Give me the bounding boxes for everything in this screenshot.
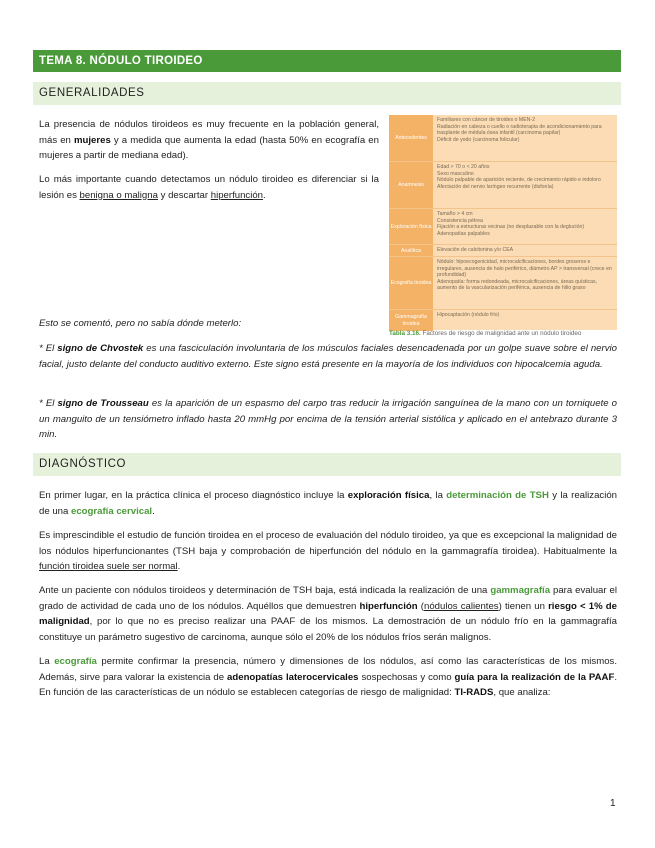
section-header-generalidades: GENERALIDADES [33, 82, 621, 105]
table-row-gammagrafia: Gammagrafía tiroidea Hipocaptación (nódulo frío) [389, 309, 617, 331]
table-row-analitica: Analítica Elevación de calcitonina y/o CEA [389, 244, 617, 257]
paragraph-diag-intro: En primer lugar, en la práctica clínica el proceso diagnóstico incluye la exploración física, la determinación de TSH y la realización de una ecografía cervical. [39, 490, 618, 517]
table-row-ecografia: Ecografía tiroidea Nódulo: hipoecogenicidad, microcalcificaciones, bordes groseros e irregulares, ausencia de halo periférico, diámetro AP > transversal (crece en profundidad) Adenopatía: forma redondeada, microcalcificaciones, áreas quísticas, aumento de la vascularización periférica, ausencia de hilio graso [389, 256, 617, 310]
paragraph-prevalence: La presencia de nódulos tiroideos es muy frecuente en la población general, más en mujeres y a medida que aumenta la edad (hasta 50% en ecografía en mujeres a partir de mediana edad). [39, 119, 379, 162]
table-caption: Tabla 3.16. Factores de riesgo de malignidad ante un nódulo tiroideo [389, 330, 582, 337]
paragraph-objective: Lo más importante cuando detectamos un nódulo tiroideo es diferenciar si la lesión es benigna o maligna y descartar hiperfunción. [39, 174, 379, 201]
table-row-antecedentes: Antecedentes Familiares con cáncer de tiroides o MEN-2 Radiación en cabeza o cuello o radioterapia de acondicionamiento para trasplante de médula ósea infantil (carcinoma papilar) Déficit de yodo (carcinoma folicular) [389, 115, 617, 161]
paragraph-chvostek: * El signo de Chvostek es una fasciculación involuntaria de los músculos faciales desencadenada por un golpe suave sobre el nervio facial, justo delante del conducto auditivo externo. Este signo está presente en la mayoría de los individuos con hipocalcemia aguda. [39, 343, 617, 370]
note-text: Esto se comentó, pero no sabía dónde meterlo: [39, 318, 242, 329]
table-row-anamnesis: Anamnesis Edad > 70 o < 20 años Sexo masculino Nódulo palpable de aparición reciente, de crecimiento rápido e indoloro Afectación del nervio laríngeo recurrente (disfonía) [389, 161, 617, 209]
page-number: 1 [610, 798, 616, 809]
page-title: TEMA 8. NÓDULO TIROIDEO [33, 50, 621, 72]
table-row-exploracion: Exploración física Tamaño > 4 cm Consistencia pétrea Fijación a estructuras vecinas (no desplazable con la deglución) Adenopatías palpables [389, 208, 617, 245]
paragraph-ecografia: La ecografía permite confirmar la presencia, número y dimensiones de los nódulos, así como las características de los mismos. Además, sirve para valorar la existencia de adenopatías laterocervicales sospechosas y como guía para la realización de la PAAF. En función de las características de un nódulo se establecen categorías de riesgo de malignidad: TI-RADS, que analiza: [39, 656, 618, 699]
paragraph-gammagrafia: Ante un paciente con nódulos tiroideos y determinación de TSH baja, está indicada la realización de una gammagrafía para evaluar el grado de actividad de cada uno de los nódulos. Aquéllos que demuestren hiperfunción (nódulos calientes) tienen un riesgo < 1% de malignidad, por lo que no es preciso realizar una PAAF de los mismos. La demostración de un nódulo frío en la gammagrafía constituye un parámetro sugestivo de carcinoma, aunque sólo el 20% de los nódulos fríos serán malignos. [39, 585, 617, 643]
paragraph-trousseau: * El signo de Trousseau es la aparición de un espasmo del carpo tras reducir la irrigación sanguínea de la mano con un torniquete o un manguito de un tensiómetro inflado hasta 20 mmHg por encima de la tensión arterial sistólica y aplicado en el antebrazo durante 3 min. [39, 398, 617, 441]
section-header-diagnostico: DIAGNÓSTICO [33, 453, 621, 476]
paragraph-thyroid-function: Es imprescindible el estudio de función tiroidea en el proceso de evaluación del nódulo tiroideo, ya que es excepcional la malignidad de los nódulos hiperfuncionantes (TSH baja y comprobación de hiperfunción del nódulo en la gammagrafía tiroidea). Habitualmente la función tiroidea suele ser normal. [39, 530, 617, 573]
risk-factors-table-image [389, 115, 617, 330]
